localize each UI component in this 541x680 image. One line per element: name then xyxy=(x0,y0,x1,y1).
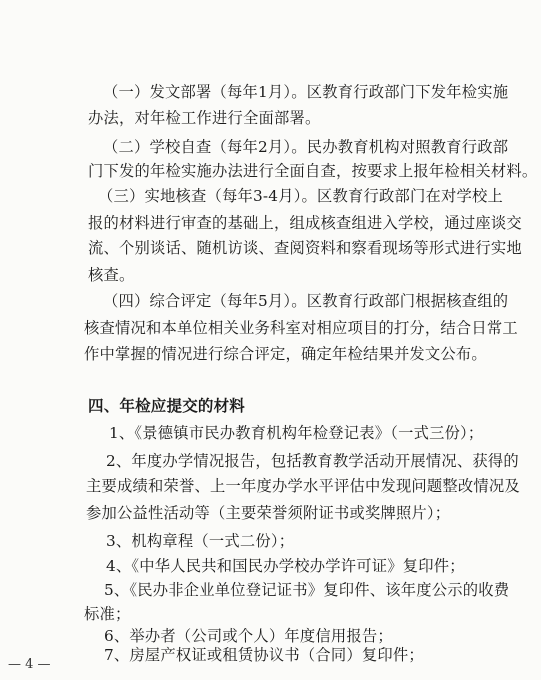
para-3-line-4: 核查。 xyxy=(88,266,135,284)
section-heading: 四、年检应提交的材料 xyxy=(88,397,246,415)
item-1: 1、《景德镇市民办教育机构年检登记表》（一式三份）； xyxy=(109,424,484,442)
para-1-line-1: （一）发文部署（每年1月）。区教育行政部门下发年检实施 xyxy=(103,83,509,101)
para-3-line-1: （三）实地核查（每年3-4月）。区教育行政部门在对学校上 xyxy=(98,187,504,205)
para-3-line-2: 报的材料进行审查的基础上，组成核查组进入学校，通过座谈交 xyxy=(88,214,522,232)
para-2-line-2: 门下发的年检实施办法进行全面自查，按要求上报年检相关材料。 xyxy=(88,162,538,180)
para-4-line-3: 作中掌握的情况进行综合评定，确定年检结果并发文公布。 xyxy=(84,345,487,363)
para-4-line-1: （四）综合评定（每年5月）。区教育行政部门根据核查组的 xyxy=(103,292,509,310)
para-3-line-3: 流、个别谈话、随机访谈、查阅资料和察看现场等形式进行实地 xyxy=(88,239,522,257)
para-2-line-1: （二）学校自查（每年2月）。民办教育机构对照教育行政部 xyxy=(103,138,509,156)
item-6: 6、举办者（公司或个人）年度信用报告； xyxy=(104,627,393,645)
item-7: 7、房屋产权证或租赁协议书（合同）复印件； xyxy=(104,646,424,664)
item-3: 3、机构章程（一式二份）； xyxy=(106,532,295,550)
item-2-line-3: 参加公益性活动等（主要荣誉须附证书或奖牌照片）； xyxy=(86,504,451,522)
item-5-line-1: 5、《民办非企业单位登记证书》复印件、该年度公示的收费 xyxy=(104,581,510,599)
item-2-line-1: 2、年度办学情况报告，包括教育教学活动开展情况、获得的 xyxy=(106,452,519,470)
para-4-line-2: 核查情况和本单位相关业务科室对相应项目的打分，结合日常工 xyxy=(84,319,518,337)
para-1-line-2: 办法，对年检工作进行全面部署。 xyxy=(88,109,321,127)
item-2-line-2: 主要成绩和荣誉、上一年度办学水平评估中发现问题整改情况及 xyxy=(86,477,520,495)
item-4: 4、《中华人民共和国民办学校办学许可证》复印件； xyxy=(106,557,465,575)
page-number: — 4 — xyxy=(8,657,51,672)
item-5-line-2: 标准； xyxy=(84,605,131,623)
